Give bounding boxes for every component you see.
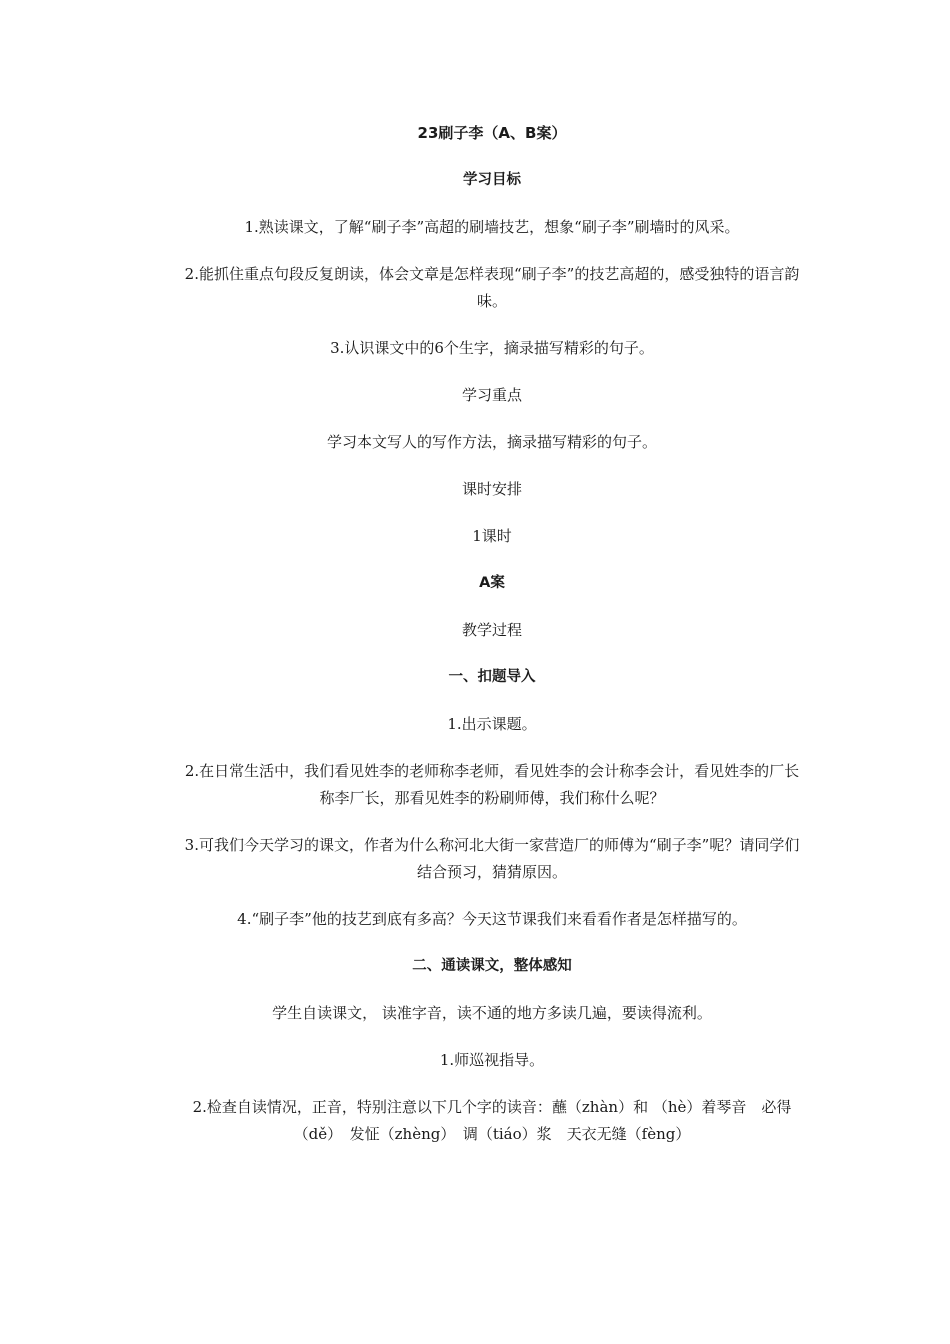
section-2-title: 二、通读课文，整体感知 (412, 958, 572, 974)
heading-key-points: 学习重点 (461, 386, 522, 404)
section-1-item-1: 1.出示课题。 (447, 715, 537, 733)
section-1-item-2: 2.在日常生活中，我们看见姓李的老师称李老师，看见姓李的会计称李会计，看见姓李的厂长称李厂长，那看见姓李的粉刷师傅，我们称什么呢？ (184, 762, 800, 807)
objective-2: 2.能抓住重点句段反复朗读，体会文章是怎样表现“刷子李”的技艺高超的，感受独特的语言韵味。 (184, 265, 800, 310)
heading-process: 教学过程 (461, 621, 522, 639)
section-1-item-3: 3.可我们今天学习的课文，作者为什么称河北大街一家营造厂的师傅为“刷子李”呢？请同学们结合预习，猜猜原因。 (184, 836, 800, 881)
heading-objectives: 学习目标 (463, 172, 521, 188)
schedule-text: 1课时 (472, 527, 512, 545)
heading-plan-a: A案 (479, 575, 505, 591)
heading-schedule: 课时安排 (461, 480, 522, 498)
document-title: 23刷子李（A、B案） (417, 124, 567, 142)
objective-3: 3.认识课文中的6个生字，摘录描写精彩的句子。 (330, 339, 654, 357)
objective-1: 1.熟读课文，了解“刷子李”高超的刷墙技艺，想象“刷子李”刷墙时的风采。 (244, 218, 740, 236)
section-2-item-2: 2.检查自读情况，正音，特别注意以下几个字的读音：蘸（zhàn）和 （hè）着琴音 必得（dě） 发怔（zhèng） 调（tiáo）浆 天衣无缝（fèng） (192, 1098, 792, 1143)
section-1-title: 一、扣题导入 (448, 669, 536, 685)
section-2-item-1: 1.师巡视指导。 (439, 1051, 545, 1069)
key-points-text: 学习本文写人的写作方法，摘录描写精彩的句子。 (326, 433, 657, 451)
section-2-intro: 学生自读课文， 读准字音，读不通的地方多读几遍，要读得流利。 (272, 1004, 712, 1022)
document-page (178, 120, 806, 1168)
section-1-item-4: 4.“刷子李”他的技艺到底有多高？今天这节课我们来看看作者是怎样描写的。 (237, 910, 747, 928)
